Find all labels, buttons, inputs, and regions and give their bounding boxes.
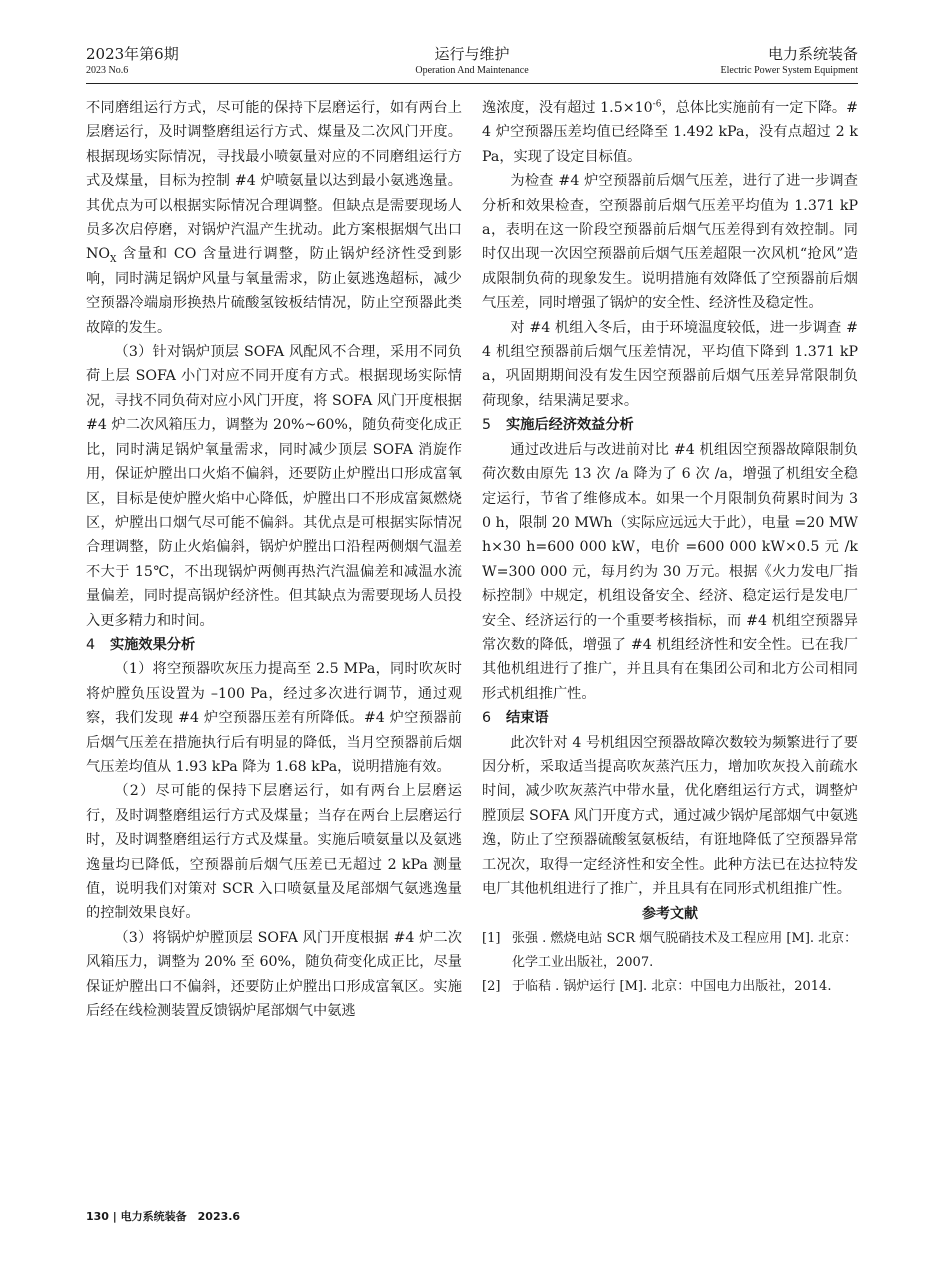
page-footer: 130 | 电力系统装备 2023.6 <box>86 1210 241 1223</box>
journal-cn: 电力系统装备 <box>767 45 858 63</box>
paragraph: 不同磨组运行方式，尽可能的保持下层磨运行，如有两台上层磨运行，及时调整磨组运行方式、煤量及二次风门开度。根据现场实际情况，寻找最小喷氨量对应的不同磨组运行方式及煤量，目标为控制 #4 炉喷氨量以达到最小氨逃逸量。其优点为可以根据实际情况合理调整。但缺点是需要现场人员多次启停磨，对锅炉汽温产生扰动。此方案根据烟气出口 $NO_X$ 含量和 CO 含量进行调整，防止锅炉经济性受到影响，同时满足锅炉风量与氧量需求，防止氨逃逸超标，减少空预器冷端扇形换热片硫酸氢铵板结情况，防止空预器此类故障的发生。 <box>86 100 462 336</box>
header-divider <box>86 83 858 84</box>
paragraph: 逸浓度，没有超过 $1.5\times 10^{-6}$，总体比实施前有一定下降。#4 炉空预器压差均值已经降至 1.492 kPa，没有点超过 2 kPa，实现了设定目标值。 <box>482 99 859 165</box>
paragraph: （1）将空预器吹灰压力提高至 2.5 MPa，同时吹灰时将炉膛负压设置为 –100 Pa，经过多次进行调节，通过观察，我们发现 #4 炉空预器压差有所降低。#4 炉空预器前后烟气压差在措施执行后有明显的降低，当月空预器前后烟气压差均值从 1.93 kPa 降为 1.68 kPa，说明措施有效。 <box>86 661 462 775</box>
section-cn: 运行与维护 <box>434 45 510 63</box>
journal-name <box>721 44 858 78</box>
reference-item: [1] 张强 . 燃烧电站 SCR 烟气脱硝技术及工程应用 [M]. 北京：化学工业出版社，2007. <box>482 931 858 971</box>
journal-en: Electric Power System Equipment <box>720 65 858 76</box>
paragraph: （2）尽可能的保持下层磨运行，如有两台上层磨运行，及时调整磨组运行方式及煤量；当存在两台上层磨运行时，及时调整磨组运行方式及煤量。实施后喷氨量以及氨逃逸量均已降低，空预器前后烟气压差已无超过 2 kPa 测量值，说明我们对策对 SCR 入口喷氨量及尾部烟气氨逃逸量的控制效果良好。 <box>86 783 462 922</box>
section-heading-5: 5 实施后经济效益分析 <box>482 417 634 434</box>
section-heading-6: 6 结束语 <box>482 710 549 727</box>
issue-cn: 2023年第6期 <box>86 45 179 63</box>
paragraph: 通过改进后与改进前对比 #4 机组因空预器故障限制负荷次数由原先 13 次 /a 降为了 6 次 /a，增强了机组安全稳定运行，节省了维修成本。如果一个月限制负荷累时间为 30 h，限制 20 MWh（实际应远远大于此），电量 =20 MWh×30 h=600 000 kW，电价 =600 000 kW×0.5 元 /kW=300 000 元，每月约为 30 万元。根据《火力发电厂指标控制》中规定，机组设备安全、经济、稳定运行是发电厂安全、经济运行的一个重要考核指标，而 #4 机组空预器异常次数的降低，增强了 #4 机组经济性和安全性。已在我厂其他机组进行了推广，并且具有在集团公司和北方公司相同形式机组推广性。 <box>482 441 858 702</box>
paragraph: 对 #4 机组入冬后，由于环境温度较低，进一步调查 #4 机组空预器前后烟气压差情况，平均值下降到 1.371 kPa，巩固期期间没有发生因空预器前后烟气压差异常限制负荷现象，结果满足要求。 <box>482 319 858 409</box>
issue-en: 2023 No.6 <box>86 65 129 76</box>
section-en: Operation And Maintenance <box>415 65 529 76</box>
references-heading: 参考文献 <box>642 906 698 923</box>
section-heading-4: 4 实施效果分析 <box>86 636 196 653</box>
left-column <box>86 96 462 1023</box>
reference-item: [2] 于临秸 . 锅炉运行 [M]. 北京：中国电力出版社，2014. <box>482 979 832 995</box>
paragraph: 此次针对 4 号机组因空预器故障次数较为频繁进行了要因分析，采取适当提高吹灰蒸汽压力，增加吹灰投入前疏水时间，减少吹灰蒸汽中带水量，优化磨组运行方式，调整炉膛顶层 SOFA 风门开度方式，通过减少锅炉尾部烟气中氨逃逸，防止了空预器硫酸氢氨板结，有诳地降低了空预器异常工况次，取得一定经济性和安全性。此种方法已在达拉特发电厂其他机组进行了推广，并且具有在同形式机组推广性。 <box>482 734 858 897</box>
paragraph: （3）将锅炉炉膛顶层 SOFA 风门开度根据 #4 炉二次风箱压力，调整为 20% 至 60%，随负荷变化成正比，尽量保证炉膛出口不偏斜，还要防止炉膛出口形成富氧区。实施后经在线检测装置反馈锅炉尾部烟气中氨逃 <box>86 929 462 1020</box>
right-column <box>482 96 858 999</box>
paragraph: （3）针对锅炉顶层 SOFA 风配风不合理，采用不同负荷上层 SOFA 小门对应不同开度有方式。根据现场实际情况，寻找不同负荷对应小风门开度，将 SOFA 风门开度根据 #4 炉二次风箱压力，调整为 20%~60%，随负荷变化成正比，同时满足锅炉氧量需求，同时减少顶层 SOFA 消旋作用，保证炉膛出口火焰不偏斜，还要防止炉膛出口形成富氧区，目标是使炉膛火焰中心降低，炉膛出口不形成富氮燃烧区，炉膛出口烟气尽可能不偏斜。其优点是可根据实际情况合理调整，防止火焰偏斜，锅炉炉膛出口沿程两侧烟气温差不大于 15℃，不出现锅炉两侧再热汽汽温偏差和减温水流量偏差，同时提高锅炉经济性。但其缺点为需要现场人员投入更多精力和时间。 <box>86 344 462 629</box>
page-header <box>86 44 858 82</box>
paragraph: 为检查 #4 炉空预器前后烟气压差，进行了进一步调查分析和效果检查，空预器前后烟气压差平均值为 1.371 kPa，表明在这一阶段空预器前后烟气压差得到有效控制。同时仅出现一次因空预器前后烟气压差超限一次风机“抢风”造成限制负荷的现象发生。说明措施有效降低了空预器前后烟气压差，同时增强了锅炉的安全性、经济性及稳定性。 <box>482 173 858 312</box>
